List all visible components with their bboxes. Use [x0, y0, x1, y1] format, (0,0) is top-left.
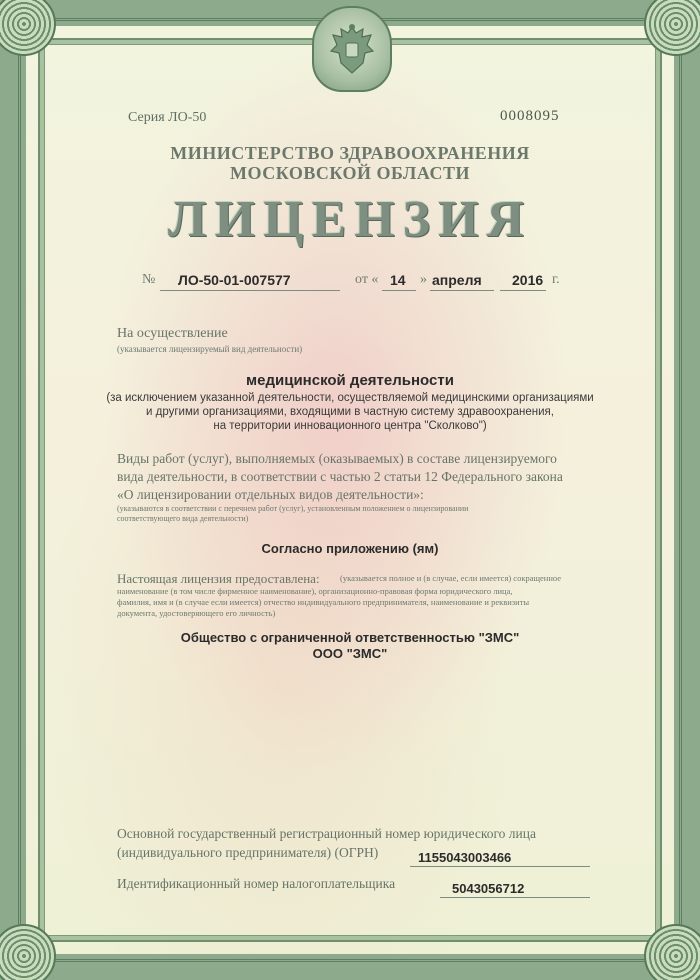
ogrn-value: 1155043003466	[418, 850, 512, 865]
activity-label: На осуществление	[117, 326, 228, 341]
grantee-hint-line3: фамилия, имя и (в случае если имеется) отчество индивидуального предпринимателя, наименование и реквизиты	[117, 597, 530, 607]
grantee-intro: Настоящая лицензия предоставлена:	[117, 571, 320, 586]
ministry-name-line1: МИНИСТЕРСТВО ЗДРАВООХРАНЕНИЯ	[170, 143, 530, 163]
underline	[440, 897, 590, 898]
activity-hint: (указывается лицензируемый вид деятельности)	[117, 344, 303, 354]
series-label: Серия ЛО-50	[128, 110, 207, 125]
license-no-label: №	[142, 272, 156, 287]
inn-label: Идентификационный номер налогоплательщика	[117, 876, 396, 891]
grantee-full-name: Общество с ограниченной ответственностью "ЗМС"	[180, 630, 520, 645]
underline	[500, 290, 546, 291]
document-title: ЛИЦЕНЗИЯ	[167, 191, 533, 248]
activity-note-line1: (за исключением указанной деятельности, осуществляемой медицинскими организациями	[106, 392, 594, 404]
underline	[160, 290, 340, 291]
works-line1: Виды работ (услуг), выполняемых (оказываемых) в составе лицензируемого	[117, 451, 557, 466]
works-line3: «О лицензировании отдельных видов деятельности»:	[117, 487, 424, 502]
license-day: 14	[390, 272, 406, 288]
date-quote-close: »	[420, 272, 427, 287]
coat-of-arms-icon	[312, 6, 392, 92]
works-hint-line2: соответствующего вида деятельности)	[117, 514, 249, 523]
grantee-short-name: ООО "ЗМС"	[312, 646, 388, 661]
license-year: 2016	[512, 272, 544, 288]
underline	[410, 866, 590, 867]
works-value: Согласно приложению (ям)	[261, 541, 439, 556]
activity-note-line2: и другими организациями, входящими в частную систему здравоохранения,	[146, 406, 554, 418]
license-number: ЛО-50-01-007577	[178, 272, 291, 288]
activity-name: медицинской деятельности	[246, 372, 454, 389]
ogrn-label-line2: (индивидуального предпринимателя) (ОГРН)	[117, 845, 379, 860]
corner-rosette-icon	[644, 924, 700, 980]
year-suffix: г.	[552, 272, 560, 287]
license-month: апреля	[432, 272, 482, 288]
underline	[382, 290, 416, 291]
grantee-hint-line2: наименование (в том числе фирменное наименование), организационно-правовая форма юридического лица,	[117, 586, 513, 596]
date-from-label: от «	[355, 272, 379, 287]
form-number: 0008095	[500, 108, 560, 124]
activity-note-line3: на территории инновационного центра "Сколково")	[213, 420, 487, 432]
inn-value: 5043056712	[452, 881, 525, 896]
works-line2: вида деятельности, в соответствии с частью 2 статьи 12 Федерального закона	[117, 469, 563, 484]
ogrn-label-line1: Основной государственный регистрационный номер юридического лица	[117, 826, 536, 841]
ministry-name-line2: МОСКОВСКОЙ ОБЛАСТИ	[230, 163, 470, 183]
works-hint-line1: (указываются в соответствии с перечнем работ (услуг), установленным положением о лицензировании	[117, 504, 469, 513]
grantee-hint-line4: документа, удостоверяющего его личность)	[117, 608, 276, 618]
grantee-hint-line1: (указывается полное и (в случае, если имеется) сокращенное	[340, 573, 562, 583]
underline	[430, 290, 494, 291]
